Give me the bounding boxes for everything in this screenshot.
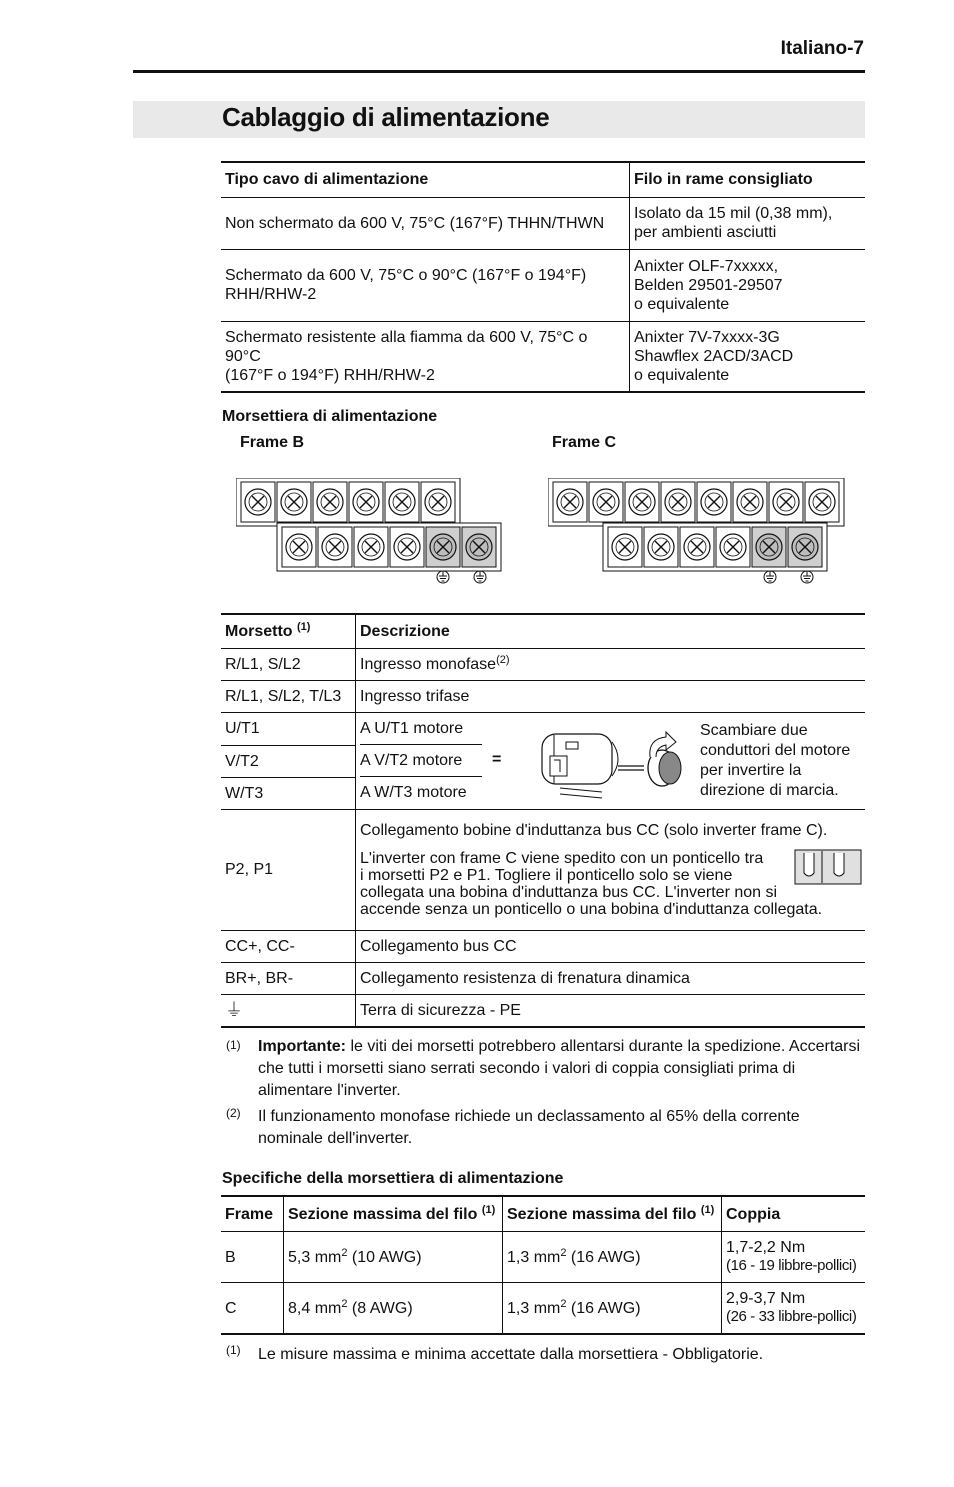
description-text: accende senza un ponticello o una bobina d'induttanza collegata.	[360, 901, 823, 918]
spec-awg: (16 AWG)	[566, 1299, 641, 1317]
motor-note-line: per invertire la	[700, 762, 802, 779]
frame-c-bottom-row	[603, 523, 827, 583]
footnote-line: che tutti i morsetti siano serrati secondo i valori di coppia consigliati prima di	[258, 1060, 796, 1077]
footnote-ref: (1)	[481, 1203, 496, 1216]
torque-line: 2,9-3,7 Nm	[726, 1290, 806, 1307]
spec-col-label: Sezione massima del filo	[507, 1205, 697, 1223]
cable-type-line: Schermato resistente alla fiamma da 600 V, 75°C o 90°C	[225, 328, 588, 365]
spec-footnote-mark	[226, 1339, 241, 1361]
page-number: Italiano-7	[780, 38, 864, 59]
frame-c-top-row	[548, 478, 844, 526]
cable-type	[221, 321, 630, 392]
spec-heading: Specifiche della morsettiera di alimentazione	[222, 1170, 564, 1187]
footnote-ref: (1)	[700, 1203, 715, 1216]
spec-min	[503, 1232, 722, 1283]
description-text: Ingresso monofase	[360, 656, 497, 673]
terminal-cell: U/T1	[221, 713, 356, 746]
table-row	[221, 197, 865, 249]
spec-value: 5,3 mm	[288, 1248, 342, 1266]
spec-max	[284, 1283, 503, 1335]
frame-b-terminal-block-diagram	[236, 478, 506, 588]
frame-c-label: Frame C	[552, 434, 617, 451]
spec-awg: (8 AWG)	[347, 1299, 413, 1317]
cable-wire-line: Shawflex 2ACD/3ACD	[634, 347, 794, 365]
footnote-2	[226, 1102, 241, 1124]
spec-frame: B	[221, 1232, 284, 1283]
jumper-icon	[794, 849, 864, 887]
torque-line: 1,7-2,2 Nm	[726, 1239, 806, 1256]
footnote-line: nominale dell'inverter.	[258, 1130, 413, 1147]
description-text: i morsetti P2 e P1. Togliere il ponticello solo se viene	[360, 867, 733, 884]
description-text: L'inverter con frame C viene spedito con un ponticello tra	[360, 850, 764, 867]
description-cell: Ingresso trifase	[356, 681, 866, 713]
footnote-ref: (1)	[297, 621, 311, 633]
terminal-cell	[221, 994, 356, 1027]
spec-value: 1,3 mm	[507, 1299, 561, 1317]
superscript: 2	[560, 1246, 567, 1259]
cable-wire	[630, 249, 866, 321]
spec-max	[284, 1232, 503, 1283]
footnote-mark: (2)	[226, 1106, 241, 1120]
spec-value: 1,3 mm	[507, 1248, 561, 1266]
table-row	[221, 681, 865, 713]
cable-wire-line: per ambienti asciutti	[634, 224, 777, 241]
frame-b-bottom-row	[277, 523, 501, 583]
cable-wire	[630, 197, 866, 249]
description-text: A V/T2 motore	[360, 745, 482, 777]
motor-icon	[532, 722, 692, 802]
cable-wire-line: o equivalente	[634, 366, 730, 384]
footnote-line: le viti dei morsetti potrebbero allentarsi durante la spedizione. Accertarsi	[346, 1038, 861, 1055]
section-title: Cablaggio di alimentazione	[222, 102, 550, 132]
description-cell: Terra di sicurezza - PE	[356, 994, 866, 1027]
spec-value: 8,4 mm	[288, 1299, 342, 1317]
cable-col-type: Tipo cavo di alimentazione	[221, 162, 630, 197]
description-col-header: Descrizione	[356, 614, 866, 649]
description-text: collegata una bobina d'induttanza bus CC. L'inverter non si	[360, 884, 778, 901]
terminal-cell: CC+, CC-	[221, 930, 356, 962]
footnote-2-text	[258, 1106, 800, 1150]
terminal-col-label: Morsetto	[225, 623, 293, 640]
table-row	[221, 962, 865, 994]
cable-type	[221, 249, 630, 321]
description-cell	[356, 809, 866, 930]
table-row	[221, 1283, 865, 1335]
footnote-mark: (1)	[226, 1343, 241, 1357]
table-row	[221, 249, 865, 321]
superscript: 2	[341, 1297, 348, 1310]
spec-col-label: Sezione massima del filo	[288, 1205, 478, 1223]
cable-wire-line: Anixter 7V-7xxxx-3G	[634, 328, 780, 346]
cable-type: Non schermato da 600 V, 75°C (167°F) THHN/THWN	[221, 197, 630, 249]
footnote-bold: Importante:	[258, 1038, 346, 1055]
spec-frame: C	[221, 1283, 284, 1335]
spec-awg: (16 AWG)	[566, 1248, 641, 1266]
equals-sign: =	[492, 751, 502, 768]
cable-col-wire: Filo in rame consigliato	[630, 162, 866, 197]
spec-torque	[722, 1232, 866, 1283]
description-cell: Collegamento resistenza di frenatura dinamica	[356, 962, 866, 994]
table-row	[221, 994, 865, 1027]
header-rule	[133, 70, 865, 73]
cable-wire-line: Anixter OLF-7xxxxx,	[634, 257, 779, 275]
cable-wire-line: Isolato da 15 mil (0,38 mm),	[634, 205, 833, 222]
terminal-cell: BR+, BR-	[221, 962, 356, 994]
footnote-1	[226, 1034, 241, 1056]
footnote-line: alimentare l'inverter.	[258, 1082, 401, 1099]
motor-note-line: Scambiare due	[700, 722, 808, 739]
table-row	[221, 321, 865, 392]
frame-b-label: Frame B	[240, 434, 305, 451]
spec-col-max	[284, 1196, 503, 1232]
cable-wire-line: Belden 29501-29507	[634, 276, 783, 294]
footnote-1-text	[258, 1036, 868, 1102]
cable-type-line: RHH/RHW-2	[225, 286, 317, 303]
terminal-col-header	[221, 614, 356, 649]
torque-line: (16 - 19 libbre-pollici)	[726, 1257, 857, 1274]
cable-type-line: Schermato da 600 V, 75°C o 90°C (167°F o 194°F)	[225, 267, 587, 284]
spec-torque	[722, 1283, 866, 1335]
footnote-ref: (2)	[496, 654, 510, 666]
footnote-line: Il funzionamento monofase richiede un declassamento al 65% della corrente	[258, 1108, 800, 1125]
terminal-cell: P2, P1	[221, 809, 356, 930]
table-row	[221, 1232, 865, 1283]
superscript: 2	[341, 1246, 348, 1259]
cable-table	[221, 161, 865, 393]
cable-type-line: (167°F o 194°F) RHH/RHW-2	[225, 366, 435, 384]
frame-c-terminal-block-diagram	[548, 478, 848, 588]
table-row	[221, 649, 865, 681]
spec-col-min	[503, 1196, 722, 1232]
footnote-mark: (1)	[226, 1038, 241, 1052]
spec-col-torque: Coppia	[722, 1196, 866, 1232]
terminal-block-heading: Morsettiera di alimentazione	[222, 408, 438, 425]
description-text: A U/T1 motore	[360, 713, 482, 745]
spec-footnote: Le misure massima e minima accettate dalla morsettiera - Obbligatorie.	[258, 1346, 764, 1363]
terminal-table	[221, 613, 865, 1028]
spec-min	[503, 1283, 722, 1335]
description-cell: A W/T3 motore	[356, 777, 866, 809]
superscript: 2	[560, 1297, 567, 1310]
motor-note-line: conduttori del motore	[700, 742, 851, 759]
description-cell: Collegamento bus CC	[356, 930, 866, 962]
terminal-cell: R/L1, S/L2, T/L3	[221, 681, 356, 713]
motor-note-line: direzione di marcia.	[700, 782, 839, 799]
cable-wire-line: o equivalente	[634, 295, 730, 313]
frame-b-top-row	[236, 478, 460, 526]
spec-table	[221, 1195, 865, 1335]
terminal-cell: W/T3	[221, 777, 356, 809]
torque-line: (26 - 33 libbre-pollici)	[726, 1308, 857, 1325]
spec-awg: (10 AWG)	[347, 1248, 422, 1266]
motor-note	[700, 721, 850, 801]
table-row	[221, 930, 865, 962]
terminal-cell: R/L1, S/L2	[221, 649, 356, 681]
table-row	[221, 809, 865, 930]
cable-wire	[630, 321, 866, 392]
spec-col-frame: Frame	[221, 1196, 284, 1232]
terminal-cell: V/T2	[221, 745, 356, 777]
ground-icon: ⏚	[225, 999, 243, 1020]
description-text: Collegamento bobine d'induttanza bus CC (solo inverter frame C).	[360, 822, 828, 839]
description-cell	[356, 649, 866, 681]
